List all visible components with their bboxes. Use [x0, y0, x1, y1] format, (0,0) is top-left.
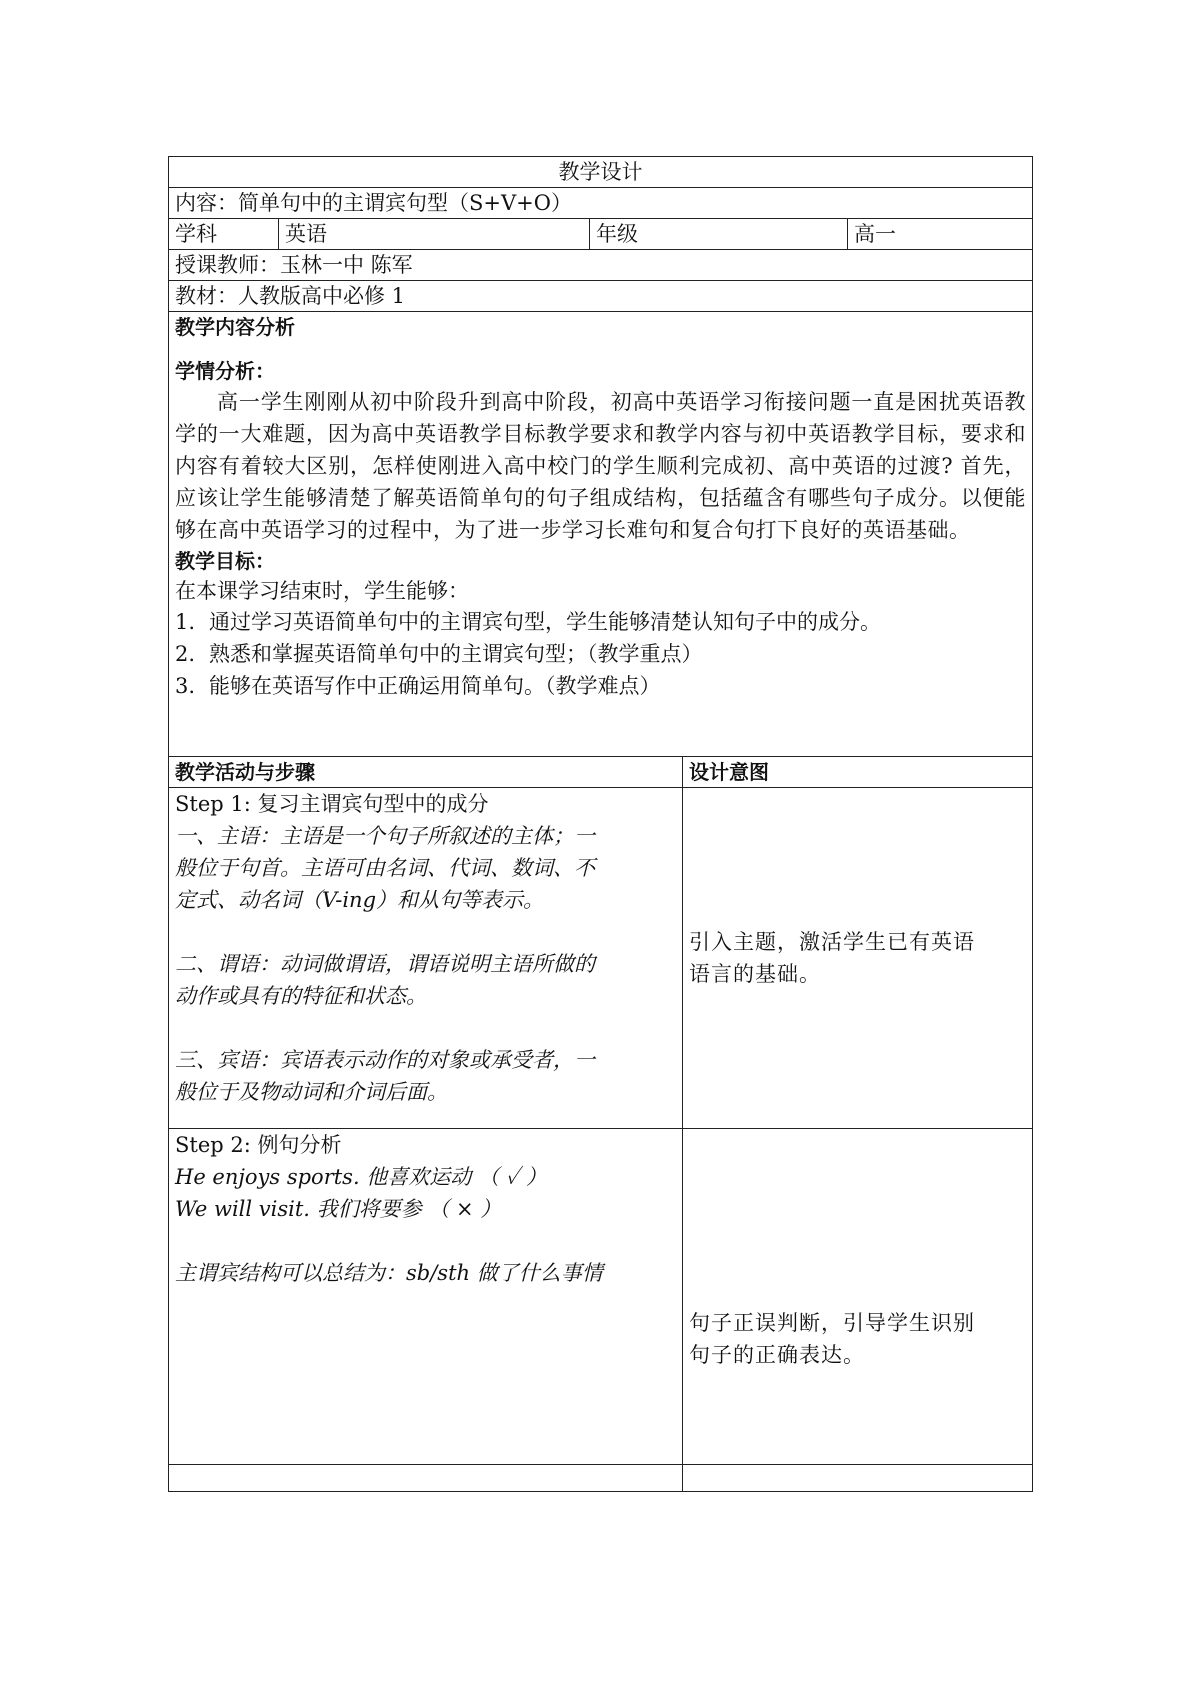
subject-grade-row [169, 219, 1033, 250]
content-row [169, 188, 1033, 219]
step2-cell [169, 1129, 683, 1465]
analysis-row [169, 312, 1033, 757]
title-row [169, 157, 1033, 188]
subject-line: 般位于句首。主语可由名词、代词、数词、不 [175, 856, 595, 880]
table-title: 教学设计 [169, 157, 1033, 188]
step1-intent-cell [683, 788, 1033, 1129]
step1-intent-line: 引入主题，激活学生已有英语 [689, 930, 975, 954]
textbook-row [169, 281, 1033, 312]
empty-cell [169, 1465, 683, 1492]
teacher-row [169, 250, 1033, 281]
step1-row [169, 788, 1033, 1129]
analysis-heading: 教学内容分析 [175, 315, 295, 339]
subject-line: 一、主语：主语是一个句子所叙述的主体；一 [175, 824, 595, 848]
goal-item [175, 670, 1026, 702]
goal-number: 1. [175, 610, 196, 634]
goal-intro: 在本课学习结束时，学生能够： [175, 579, 469, 603]
example-sentence: We will visit. 我们将要参 （ × ） [175, 1197, 502, 1221]
intent-heading: 设计意图 [683, 757, 1033, 788]
step1-cell [169, 788, 683, 1129]
step1-title: Step 1: 复习主谓宾句型中的成分 [175, 792, 489, 816]
subject-value: 英语 [279, 219, 590, 250]
empty-cell [683, 1465, 1033, 1492]
goal-number: 3. [175, 674, 196, 698]
object-line: 般位于及物动词和介词后面。 [175, 1080, 448, 1104]
step2-intent-cell [683, 1129, 1033, 1465]
step2-title: Step 2: 例句分析 [175, 1133, 342, 1157]
predicate-line: 二、谓语：动词做谓语，谓语说明主语所做的 [175, 952, 595, 976]
learner-heading: 学情分析： [175, 359, 275, 383]
step2-row [169, 1129, 1033, 1465]
goal-heading: 教学目标： [175, 549, 275, 573]
empty-row [169, 1465, 1033, 1492]
step1-intent-line: 语言的基础。 [689, 962, 821, 986]
teacher-line: 授课教师：玉林一中 陈军 [169, 250, 1033, 281]
analysis-cell [169, 312, 1033, 757]
step2-intent-line: 句子正误判断，引导学生识别 [689, 1310, 975, 1335]
grade-label: 年级 [590, 219, 848, 250]
predicate-line: 动作或具有的特征和状态。 [175, 984, 427, 1008]
goal-text: 通过学习英语简单句中的主谓宾句型，学生能够清楚认知句子中的成分。 [209, 610, 881, 634]
content-line: 内容：简单句中的主谓宾句型（S+V+O） [169, 188, 1033, 219]
textbook-line: 教材：人教版高中必修 1 [169, 281, 1033, 312]
goal-item [175, 638, 1026, 670]
steps-heading: 教学活动与步骤 [169, 757, 683, 788]
grade-value: 高一 [848, 219, 1033, 250]
step2-intent-line: 句子的正确表达。 [689, 1342, 865, 1367]
goal-text: 熟悉和掌握英语简单句中的主谓宾句型；（教学重点） [209, 642, 703, 666]
object-line: 三、宾语：宾语表示动作的对象或承受者，一 [175, 1048, 595, 1072]
lesson-plan-table [168, 156, 1033, 1492]
activities-header-row [169, 757, 1033, 788]
goal-text: 能够在英语写作中正确运用简单句。（教学难点） [209, 674, 661, 698]
goal-number: 2. [175, 642, 196, 666]
subject-label: 学科 [169, 219, 279, 250]
example-sentence: He enjoys sports. 他喜欢运动 （ ✓ ） [175, 1165, 547, 1189]
structure-summary: 主谓宾结构可以总结为：sb/sth 做了什么事情 [175, 1261, 603, 1285]
goal-item [175, 606, 1026, 638]
subject-line: 定式、动名词（V-ing）和从句等表示。 [175, 888, 545, 912]
learner-text: 高一学生刚刚从初中阶段升到高中阶段，初高中英语学习衔接问题一直是困扰英语教学的一大难题，因为高中英语教学目标教学要求和教学内容与初中英语教学目标，要求和内容有着较大区别，怎样使刚进入高中校门的学生顺利完成初、高中英语的过渡? 首先，应该让学生能够清楚了解英语简单句的句子组成结构，包括蕴含有哪些句子成分。以便能够在高中英语学习的过程中，为了进一步学习长难句和复合句打下良好的英语基础。 [175, 390, 1027, 542]
